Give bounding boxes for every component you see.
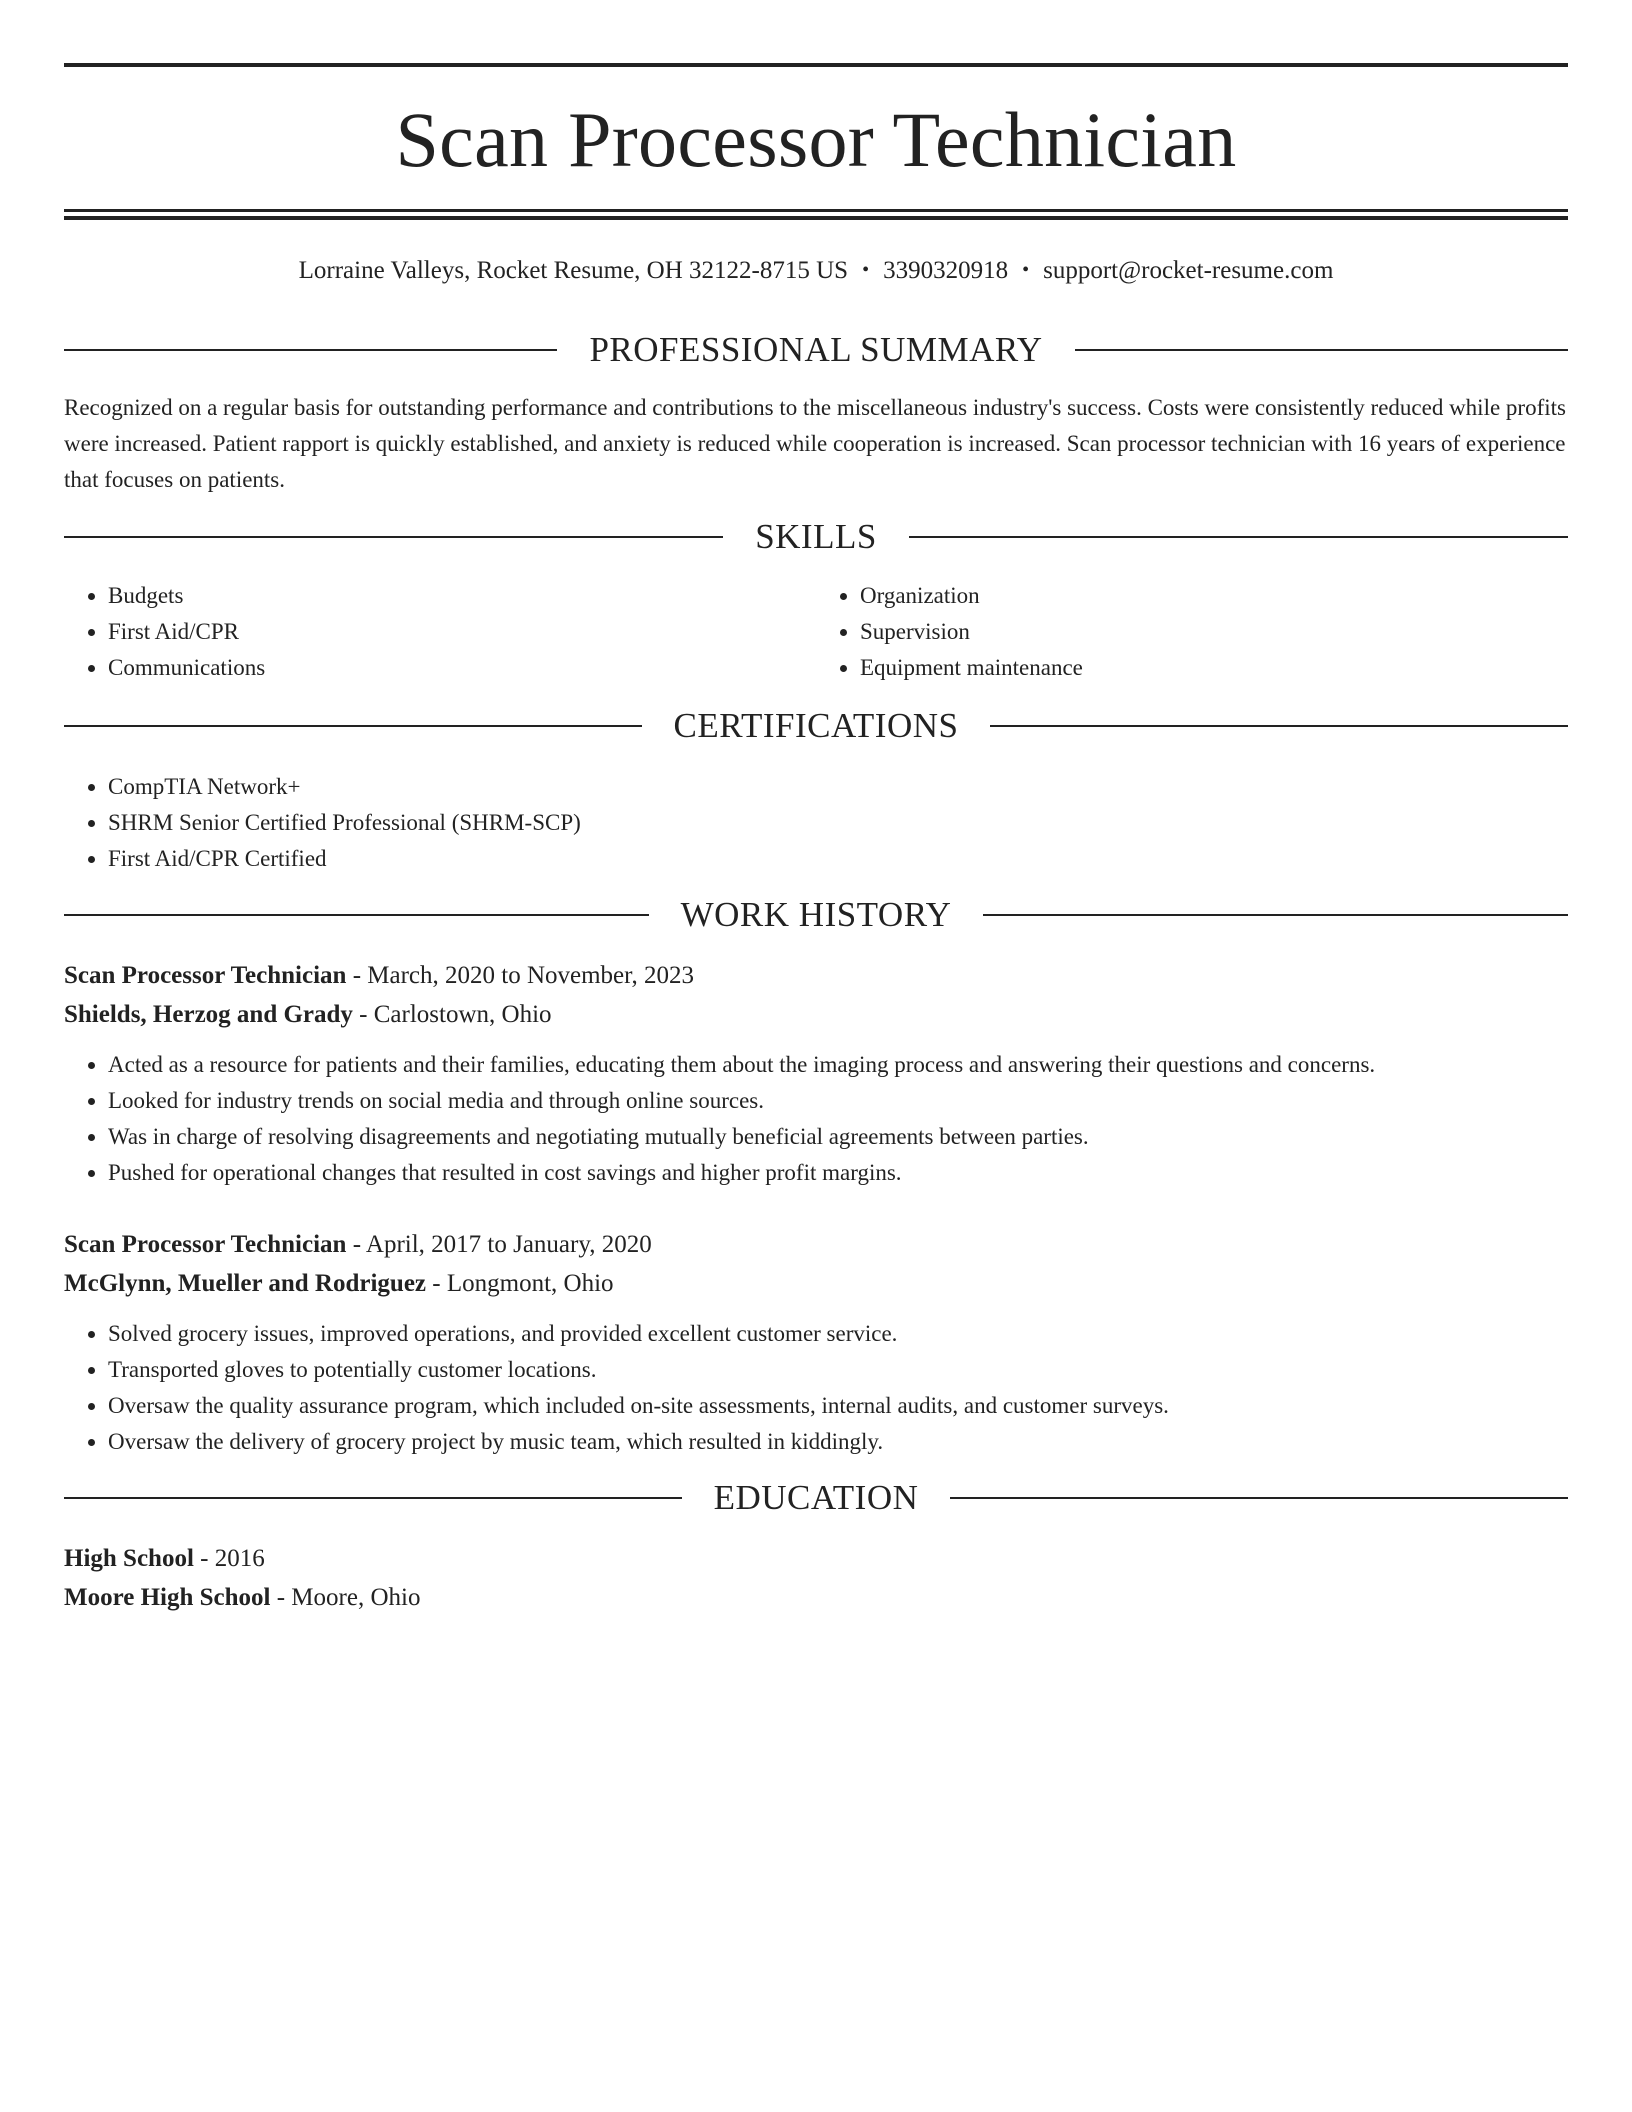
heading-rule <box>1075 349 1568 351</box>
education-degree: High School <box>64 1545 194 1572</box>
education-year: - 2016 <box>193 1545 265 1572</box>
heading-rule <box>64 536 723 538</box>
job-dates: - March, 2020 to November, 2023 <box>346 962 694 989</box>
job-company-line <box>64 995 1568 1034</box>
section-title: PROFESSIONAL SUMMARY <box>589 330 1043 369</box>
contact-separator: • <box>862 259 870 281</box>
certification-item: • First Aid/CPR Certified <box>108 841 1568 877</box>
section-heading-certifications <box>64 708 1568 743</box>
certifications-list <box>64 769 1568 877</box>
job-bullet: • Solved grocery issues, improved operations, and provided excellent customer service. <box>108 1316 1568 1352</box>
contact-address: Lorraine Valleys, Rocket Resume, OH 32122-8715 US <box>298 257 849 284</box>
job-bullet: • Oversaw the quality assurance program, which included on-site assessments, internal audits, and customer surveys. <box>108 1388 1568 1424</box>
skills-column-left <box>64 578 816 686</box>
certification-item: • CompTIA Network+ <box>108 769 1568 805</box>
heading-rule <box>64 349 557 351</box>
job-company: Shields, Herzog and Grady <box>64 1001 353 1028</box>
section-heading-skills <box>64 519 1568 554</box>
heading-rule <box>950 1497 1568 1499</box>
skill-item: • First Aid/CPR <box>108 614 816 650</box>
contact-separator: • <box>1022 259 1030 281</box>
job-entry <box>64 956 1568 1191</box>
certification-item: • SHRM Senior Certified Professional (SHRM-SCP) <box>108 805 1568 841</box>
double-rule <box>64 209 1568 220</box>
job-location: - Carlostown, Ohio <box>352 1001 552 1028</box>
job-location: - Longmont, Ohio <box>426 1270 614 1297</box>
heading-rule <box>64 914 649 916</box>
job-bullet: • Looked for industry trends on social media and through online sources. <box>108 1083 1568 1119</box>
education-school: Moore High School <box>64 1584 271 1611</box>
education-entry <box>64 1539 1568 1617</box>
skill-item: • Equipment maintenance <box>860 650 1568 686</box>
job-role: Scan Processor Technician <box>64 1231 347 1258</box>
section-title: EDUCATION <box>713 1478 919 1517</box>
education-school-line <box>64 1578 1568 1617</box>
education-location: - Moore, Ohio <box>270 1584 421 1611</box>
job-bullet: • Transported gloves to potentially customer locations. <box>108 1352 1568 1388</box>
job-role: Scan Processor Technician <box>64 962 347 989</box>
heading-rule <box>990 725 1568 727</box>
job-bullet: • Oversaw the delivery of grocery project by music team, which resulted in kiddingly. <box>108 1424 1568 1460</box>
job-bullet: • Pushed for operational changes that resulted in cost savings and higher profit margins. <box>108 1155 1568 1191</box>
section-heading-work-history <box>64 897 1568 932</box>
section-title: SKILLS <box>755 517 877 556</box>
resume-page <box>64 0 1568 1617</box>
job-bullets <box>64 1047 1568 1191</box>
job-title-line <box>64 956 1568 995</box>
skill-item: • Supervision <box>860 614 1568 650</box>
heading-rule <box>64 1497 682 1499</box>
section-title: CERTIFICATIONS <box>673 706 959 745</box>
contact-line <box>64 256 1568 286</box>
section-heading-education <box>64 1480 1568 1515</box>
skill-item: • Organization <box>860 578 1568 614</box>
skill-item: • Budgets <box>108 578 816 614</box>
top-rule <box>64 63 1568 67</box>
summary-text: Recognized on a regular basis for outstanding performance and contributions to the miscellaneous industry's success. Costs were consistently reduced while profits were increased. Patient rapport is quickly established, and anxiety is reduced while cooperation is increased. Scan processor technician with 16 years of experience that focuses on patients. <box>64 395 1566 492</box>
job-bullet: • Was in charge of resolving disagreements and negotiating mutually beneficial agreements between parties. <box>108 1119 1568 1155</box>
job-title-line <box>64 1225 1568 1264</box>
candidate-name: Scan Processor Technician <box>395 96 1237 183</box>
job-dates: - April, 2017 to January, 2020 <box>346 1231 652 1258</box>
skills-list <box>64 578 1568 686</box>
job-bullet: • Acted as a resource for patients and their families, educating them about the imaging process and answering their questions and concerns. <box>108 1047 1568 1083</box>
job-bullets <box>64 1316 1568 1460</box>
job-entry <box>64 1225 1568 1460</box>
skills-column-right <box>816 578 1568 686</box>
contact-email: support@rocket-resume.com <box>1043 257 1334 284</box>
contact-phone: 3390320918 <box>883 257 1009 284</box>
education-degree-line <box>64 1539 1568 1578</box>
heading-rule <box>909 536 1568 538</box>
job-company-line <box>64 1264 1568 1303</box>
heading-rule <box>983 914 1568 916</box>
heading-rule <box>64 725 642 727</box>
job-company: McGlynn, Mueller and Rodriguez <box>64 1270 427 1297</box>
section-heading-summary <box>64 332 1568 367</box>
skill-item: • Communications <box>108 650 816 686</box>
section-title: WORK HISTORY <box>680 895 952 934</box>
